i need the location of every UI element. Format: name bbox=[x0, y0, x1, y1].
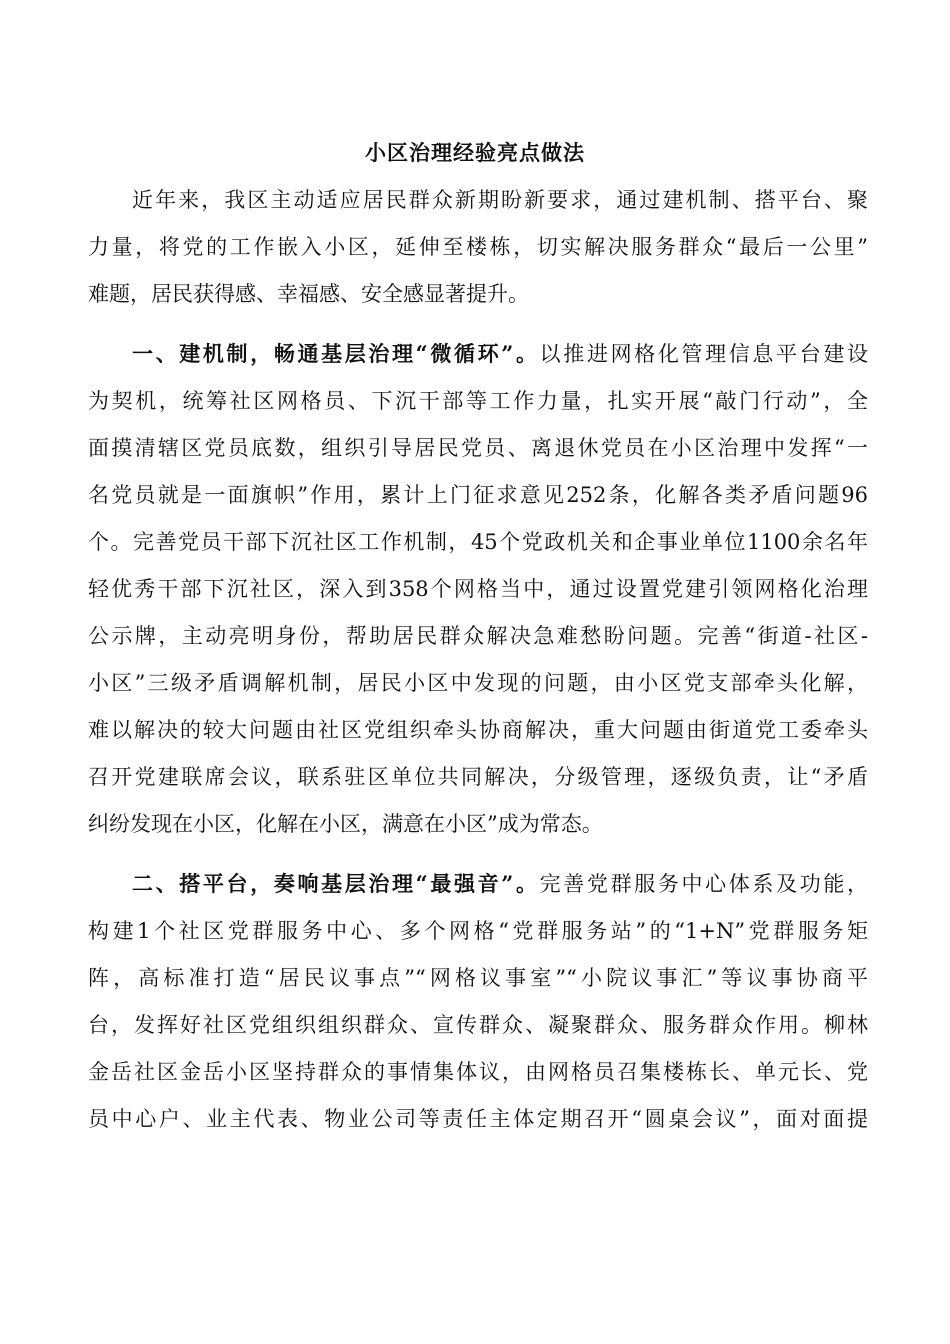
section2-line-6: 员中心户、业主代表、物业公司等责任主体定期召开“圆桌会议”，面对面提 bbox=[88, 1107, 868, 1131]
section2-first-line-text: 完善党群服务中心体系及功能， bbox=[539, 872, 868, 896]
section2-line-2: 构建1个社区党群服务中心、多个网格“党群服务站”的“1+N”党群服务矩 bbox=[88, 919, 868, 943]
section1-line-10: 召开党建联席会议，联系驻区单位共同解决，分级管理，逐级负责，让“矛盾 bbox=[88, 765, 868, 789]
section2-line-3: 阵，高标准打造“居民议事点”“网格议事室”“小院议事汇”等议事协商平 bbox=[88, 966, 868, 990]
section1-line-7: 公示牌，主动亮明身份，帮助居民群众解决急难愁盼问题。完善“街道-社区- bbox=[88, 624, 868, 648]
document-title: 小区治理经验亮点做法 bbox=[365, 140, 585, 165]
section2-line-4: 台，发挥好社区党组织组织群众、宣传群众、凝聚群众、服务群众作用。柳林 bbox=[88, 1013, 868, 1037]
section1-line-11: 纠纷发现在小区，化解在小区，满意在小区”成为常态。 bbox=[88, 812, 603, 836]
section1-line-8: 小区”三级矛盾调解机制，居民小区中发现的问题，由小区党支部牵头化解， bbox=[88, 671, 868, 695]
intro-line-2: 力量，将党的工作嵌入小区，延伸至楼栋，切实解决服务群众“最后一公里” bbox=[88, 235, 868, 259]
section1-first-line bbox=[132, 334, 868, 374]
section1-heading: 一、建机制，畅通基层治理“微循环”。 bbox=[132, 341, 540, 366]
intro-line-3: 难题，居民获得感、幸福感、安全感显著提升。 bbox=[88, 282, 529, 306]
section1-line-2: 为契机，统筹社区网格员、下沉干部等工作力量，扎实开展“敲门行动”，全 bbox=[88, 389, 868, 413]
section1-line-6: 轻优秀干部下沉社区，深入到358个网格当中，通过设置党建引领网格化治理 bbox=[88, 577, 868, 601]
section1-first-line-text: 以推进网格化管理信息平台建设 bbox=[539, 342, 868, 366]
section1-line-4: 名党员就是一面旗帜”作用，累计上门征求意见252条，化解各类矛盾问题96 bbox=[88, 483, 868, 507]
section2-heading: 二、搭平台，奏响基层治理“最强音”。 bbox=[132, 871, 540, 896]
section1-line-9: 难以解决的较大问题由社区党组织牵头协商解决，重大问题由街道党工委牵头 bbox=[88, 718, 868, 742]
intro-line-1: 近年来，我区主动适应居民群众新期盼新要求，通过建机制、搭平台、聚 bbox=[132, 188, 868, 212]
section1-line-5: 个。完善党员干部下沉社区工作机制，45个党政机关和企事业单位1100余名年 bbox=[88, 530, 868, 554]
section2-line-5: 金岳社区金岳小区坚持群众的事情集体议，由网格员召集楼栋长、单元长、党 bbox=[88, 1060, 868, 1084]
section2-first-line bbox=[132, 864, 868, 904]
section1-line-3: 面摸清辖区党员底数，组织引导居民党员、离退休党员在小区治理中发挥“一 bbox=[88, 436, 868, 460]
